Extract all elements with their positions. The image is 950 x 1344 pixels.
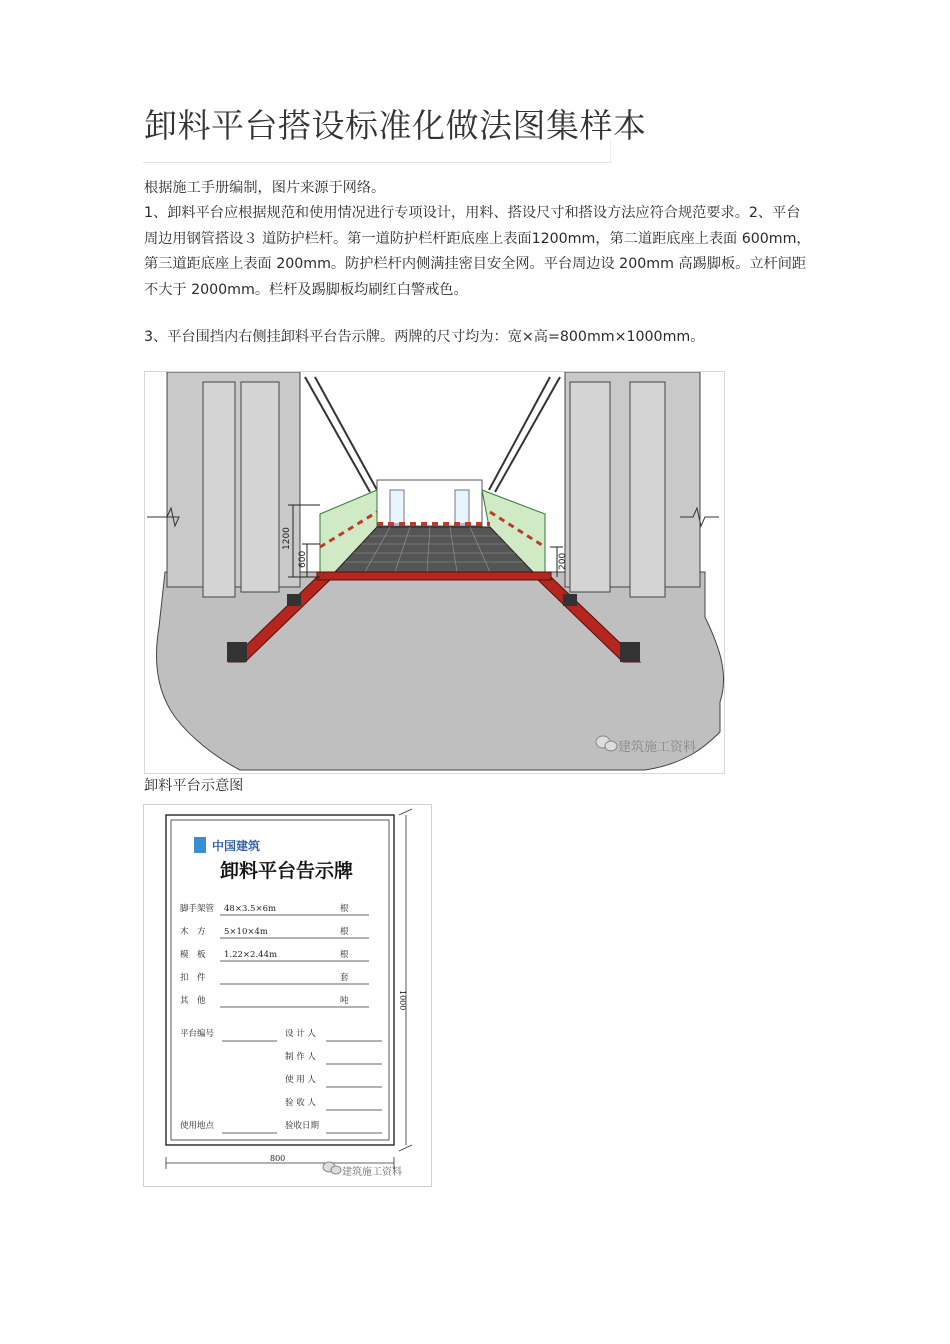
sign-paragraph: 3、平台围挡内右侧挂卸料平台告示牌。两牌的尺寸均为：宽×高=800mm×1000mm。 — [144, 329, 705, 345]
platform-diagram — [144, 371, 725, 774]
company-logo-icon — [194, 837, 206, 853]
width-dim-label: 800 — [270, 1154, 286, 1163]
row-label: 其 他 — [180, 996, 206, 1006]
notice-board-diagram — [143, 804, 432, 1187]
title-divider-edge — [610, 140, 611, 163]
row-unit: 根 — [340, 950, 349, 960]
acceptor-label: 验 收 人 — [285, 1098, 316, 1108]
row-spec: 5×10×4m — [224, 927, 268, 937]
watermark-text: 建筑施工资料 — [342, 1167, 402, 1178]
row-unit: 吨 — [340, 996, 349, 1006]
row-label: 扣 件 — [180, 973, 206, 983]
page-title: 卸料平台搭设标准化做法图集样本 — [144, 106, 647, 145]
left-column-2 — [241, 382, 279, 592]
beam-anchor-r2 — [563, 594, 577, 606]
row-unit: 根 — [340, 904, 349, 914]
designer-label: 设 计 人 — [285, 1029, 316, 1039]
accept-date-label: 验收日期 — [285, 1121, 320, 1131]
sign-title: 卸料平台告示牌 — [220, 860, 354, 882]
row-spec: 48×3.5×6m — [224, 904, 277, 914]
beam-anchor-l1 — [227, 642, 247, 662]
beam-anchor-r1 — [620, 642, 640, 662]
requirements-paragraph: 1、卸料平台应根据规范和使用情况进行专项设计，用料、搭设尺寸和搭设方法应符合规范要求。2、平台周边用钢管搭设３ 道防护栏杆。第一道防护栏杆距底座上表面1200mm，第二道距底座上表面 600mm，第三道距底座上表面 200mm。防护栏杆内侧满挂密目安全网。平台周边设 200mm 高踢脚板。立杆间距不大于 2000mm。栏杆及踢脚板均刷红白警戒色。 — [144, 205, 811, 298]
row-spec: 1.22×2.44m — [224, 950, 278, 960]
dim-600-label: 600 — [298, 550, 308, 568]
user-label: 使 用 人 — [285, 1075, 316, 1085]
row-label: 木 方 — [180, 927, 206, 937]
platform-no-label: 平台编号 — [180, 1029, 215, 1039]
right-column — [570, 382, 610, 592]
platform-drawing — [145, 372, 724, 773]
notice-board-drawing — [144, 805, 431, 1186]
watermark-text: 建筑施工资料 — [618, 740, 697, 755]
right-column-2 — [630, 382, 665, 597]
figure-caption: 卸料平台示意图 — [144, 778, 244, 794]
intro-paragraph: 根据施工手册编制，图片来源于网络。 — [144, 180, 386, 196]
row-label: 模 板 — [180, 950, 206, 960]
location-label: 使用地点 — [180, 1121, 215, 1131]
dim-1200-label: 1200 — [282, 527, 292, 550]
tie-cables — [305, 377, 560, 492]
title-divider — [143, 162, 611, 163]
maker-label: 制 作 人 — [285, 1052, 316, 1062]
row-label: 脚手架管 — [180, 904, 215, 914]
company-name: 中国建筑 — [212, 839, 261, 853]
left-column — [203, 382, 235, 597]
row-unit: 套 — [340, 973, 349, 983]
beam-anchor-l2 — [287, 594, 301, 606]
dim-200-label: 200 — [558, 552, 568, 570]
height-dim-label: 1000 — [398, 990, 407, 1011]
front-beam — [317, 572, 551, 580]
row-unit: 根 — [340, 927, 349, 937]
wechat-icon — [323, 1162, 341, 1174]
